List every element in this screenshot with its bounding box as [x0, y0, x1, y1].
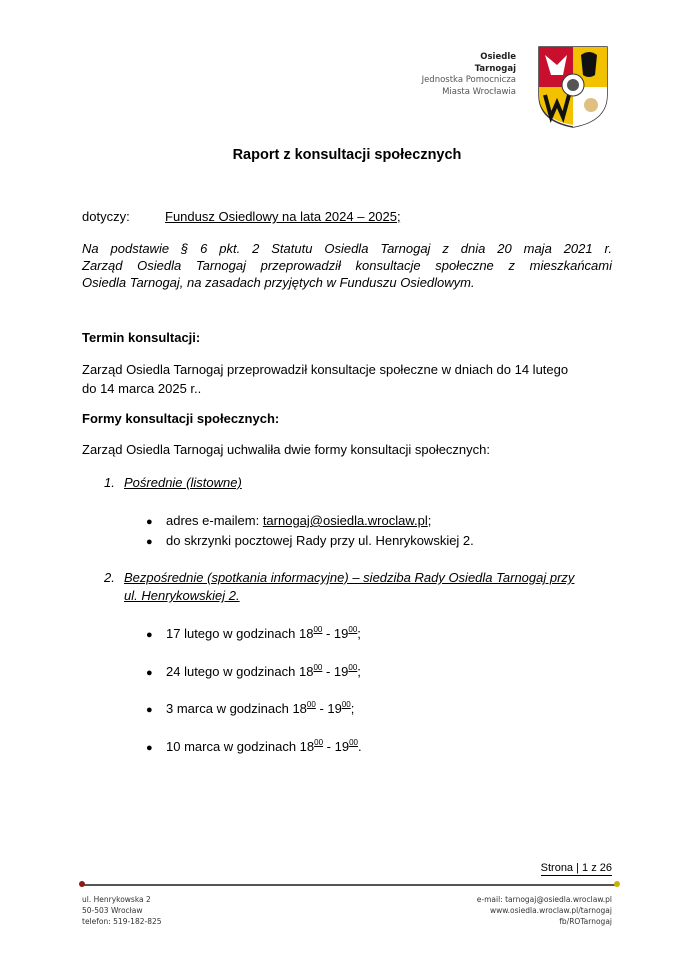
contact-facebook[interactable]: fb/ROTarnogaj: [559, 917, 612, 926]
regarding-label: dotyczy:: [82, 209, 130, 224]
meeting-item: 17 lutego w godzinach $18^{00} - 19^{00}$;: [166, 625, 361, 641]
term-line-2: do 14 marca 2025 r..: [82, 381, 202, 396]
address-line-2: 50-503 Wrocław: [82, 906, 143, 915]
intro-line-3: Osiedla Tarnogaj, na zasadach przyjętych w Funduszu Osiedlowym.: [82, 275, 475, 290]
term-line-1: Zarząd Osiedla Tarnogaj przeprowadził konsultacje społeczne w dniach do 14 lutego: [82, 362, 569, 377]
bullet-icon: ●: [146, 742, 153, 754]
item2-number: 2.: [104, 570, 115, 585]
email-bullet: [166, 512, 431, 530]
page-title: Raport z konsultacji społecznych: [232, 147, 462, 163]
contact-email[interactable]: e-mail: tarnogaj@osiedla.wroclaw.pl: [476, 895, 612, 904]
item2-title: [124, 569, 624, 605]
forms-intro: Zarząd Osiedla Tarnogaj uchwaliła dwie formy konsultacji społecznych:: [82, 442, 491, 457]
address-line-3: telefon: 519-182-825: [82, 917, 162, 926]
org-name-line2: Tarnogaj: [474, 63, 516, 74]
term-paragraph: [82, 360, 622, 398]
bullet-icon: ●: [146, 536, 153, 548]
bullet-icon: ●: [146, 516, 153, 528]
org-name-line1: Osiedle: [480, 52, 516, 62]
meeting-item: 10 marca w godzinach $18^{00} - 19^{00}$.: [166, 738, 362, 754]
bullet-icon: ●: [146, 629, 153, 641]
intro-line-1: Na podstawie § 6 pkt. 2 Statutu Osiedla Tarnogaj z dnia 20 maja 2021 r.: [82, 241, 612, 256]
email-suffix: ;: [427, 513, 432, 528]
meeting-item: 3 marca w godzinach $18^{00} - 19^{00}$;: [166, 700, 355, 716]
term-heading: Termin konsultacji:: [82, 330, 201, 345]
footer-dot-right: [614, 881, 620, 887]
bullet-icon: ●: [146, 667, 153, 679]
meeting-item: 24 lutego w godzinach $18^{00} - 19^{00}$;: [166, 663, 361, 679]
org-name-line3: Jednostka Pomocnicza: [421, 75, 516, 85]
footer-divider: [82, 884, 617, 886]
item1-number: 1.: [104, 475, 115, 490]
intro-line-2: Zarząd Osiedla Tarnogaj przeprowadził konsultacje społeczne z mieszkańcami: [82, 258, 612, 273]
address-line-1: ul. Henrykowska 2: [82, 895, 151, 904]
footer-contact: [477, 894, 612, 927]
page-number: Strona | 1 z 26: [540, 862, 612, 874]
wroclaw-coat-of-arms-icon: [537, 45, 609, 129]
email-prefix: adres e-mailem:: [166, 513, 263, 528]
item1-title: Pośrednie (listowne): [124, 475, 242, 490]
email-link[interactable]: tarnogaj@osiedla.wroclaw.pl: [262, 513, 428, 528]
bullet-icon: ●: [146, 704, 153, 716]
regarding-value: Fundusz Osiedlowy na lata 2024 – 2025;: [165, 209, 401, 224]
org-name-line4: Miasta Wrocławia: [442, 86, 516, 97]
item2-title-line-1: Bezpośrednie (spotkania informacyjne) – siedziba Rady Osiedla Tarnogaj przy: [124, 570, 575, 585]
footer-dot-left: [79, 881, 85, 887]
footer-address: [82, 894, 162, 927]
contact-website[interactable]: www.osiedla.wroclaw.pl/tarnogaj: [489, 906, 612, 915]
intro-paragraph: [82, 240, 612, 291]
mailbox-bullet: do skrzynki pocztowej Rady przy ul. Henrykowskiej 2.: [166, 533, 474, 548]
item2-title-line-2: ul. Henrykowskiej 2.: [124, 588, 240, 603]
forms-heading: Formy konsultacji społecznych:: [82, 411, 280, 426]
org-logo-text: [422, 52, 516, 98]
